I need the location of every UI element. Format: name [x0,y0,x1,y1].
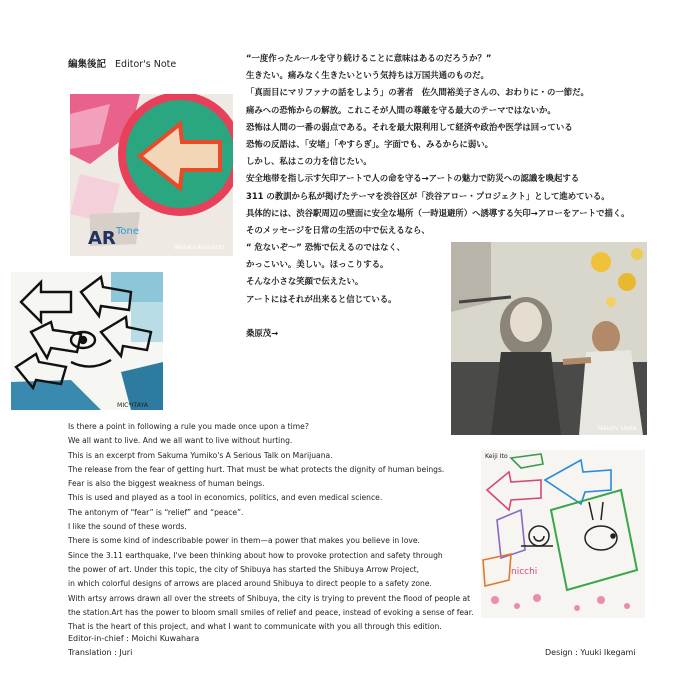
english-text-line: the power of art. Under this topic, the city of Shibuya has started the Shibuya Arrow Project, [68,564,420,574]
english-text-line: There is some kind of indescribable power in them—a power that makes you believe in love. [68,536,420,546]
japanese-text-line: 痛みへの恐怖からの解放。これこそが人間の尊厳を守る最大のテーマではないか。 [246,104,556,115]
english-text-line: the station.Art has the power to bloom small smiles of relief and peace, instead of evoking a sense of fear. [68,607,474,617]
japanese-text-line: そのメッセージを日常の生活の中で伝えるなら、 [246,224,430,235]
artwork-arrows-animals [481,450,645,618]
japanese-text-line: 具体的には、渋谷駅周辺の壁面に安全な場所（一時退避所）へ誘導する矢印→アローをアートで描く。 [246,207,630,218]
japanese-text-line: 生きたい。痛みなく生きたいという気持ちは万国共通のものだ。 [246,70,489,81]
japanese-text-line: 恐怖は人間の一番の弱点である。それを最大限利用して経済や政治や医学は回っている [246,121,573,132]
japanese-text-line: 恐怖の反語は、「安堵」「やすらぎ」。字面でも、みるからに弱い。 [246,138,494,149]
photo-wataru-komachi [70,94,233,256]
english-text-line: We all want to live. And we all want to live without hurting. [68,436,293,446]
svg-text:nicchi: nicchi [511,567,538,577]
photo-takumi-ueda [451,242,647,435]
photo-caption: Takumi Ueda [597,425,637,432]
japanese-text-line: しかし、私はこの力を信じたい。 [246,156,372,167]
english-text-line: The antonym of “fear” is “relief” and “peace”. [68,507,244,517]
credit-translation: Translation : Juri [68,648,133,657]
svg-text:AR: AR [88,228,116,249]
english-text-line: Since the 3.11 earthquake, I've been thinking about how to provoke protection and safety through [68,550,443,560]
english-text-line: With artsy arrows drawn all over the streets of Shibuya, the city is trying to prevent the flood of people at [68,593,471,603]
photo-caption: MIC*ITAYA [117,402,148,409]
header-title-jp: 編集後記 [68,59,107,70]
japanese-text-line: アートにはそれが出来ると信じている。 [246,293,397,304]
japanese-text-line: “一度作ったルールを守り続けることに意味はあるのだろうか？” [246,53,492,63]
english-text-line: Is there a point in following a rule you made once upon a time? [68,422,309,431]
english-text-line: That is the heart of this project, and what I want to communicate with you all through this edition. [68,622,442,632]
artwork-mural [451,242,647,435]
japanese-text-line: そんな小さな笑顔で伝えたい。 [246,276,364,287]
english-text-line: The release from the fear of getting hurt. That must be what protects the dignity of human beings. [68,464,445,474]
credit-design: Design : Yuuki Ikegami [545,648,636,657]
japanese-text-line: “ 危ないぞ〜” 恐怖で伝えるのではなく、 [246,242,406,253]
editors-note-header [68,56,176,70]
svg-text:Tone: Tone [116,226,140,237]
artwork-arrow-face [11,272,163,410]
english-text-line: This is an excerpt from Sakuma Yumiko's A Serious Talk on Marijuana. [68,450,333,460]
japanese-text-line: 311 の教訓から私が掲げたテーマを渋谷区が「渋谷アロー・プロジェクト」として進めている。 [246,190,610,201]
photo-caption: Keiji Ito [485,453,508,460]
header-title-en: Editor's Note [115,59,177,70]
english-text-line: Fear is also the biggest weakness of human beings. [68,479,265,489]
artwork-arrow-circle [70,94,233,256]
english-text-line: in which colorful designs of arrows are placed around Shibuya to direct people to a safety zone. [68,579,432,589]
photo-caption: Wataru Komachi [174,244,225,251]
english-text-column [68,420,478,634]
japanese-text-line: 安全地帯を指し示す矢印アートで人の命を守る→アートの魅力で防災への認識を喚起する [246,173,580,184]
credit-editor: Editor-in-chief : Moichi Kuwahara [68,634,200,643]
japanese-text-line: 「真面目にマリファナの話をしよう」の著者 佐久間裕美子さんの、おわりに・の一節だ。 [246,87,589,98]
japanese-text-line: 桑原茂→ [246,328,279,338]
photo-keiji-ito [481,450,645,618]
japanese-text-line: かっこいい。美しい。ほっこりする。 [246,259,389,270]
english-text-line: I like the sound of these words. [68,522,187,532]
english-text-line: This is used and played as a tool in economics, politics, and even medical science. [68,493,383,503]
photo-mic-itaya [11,272,163,410]
